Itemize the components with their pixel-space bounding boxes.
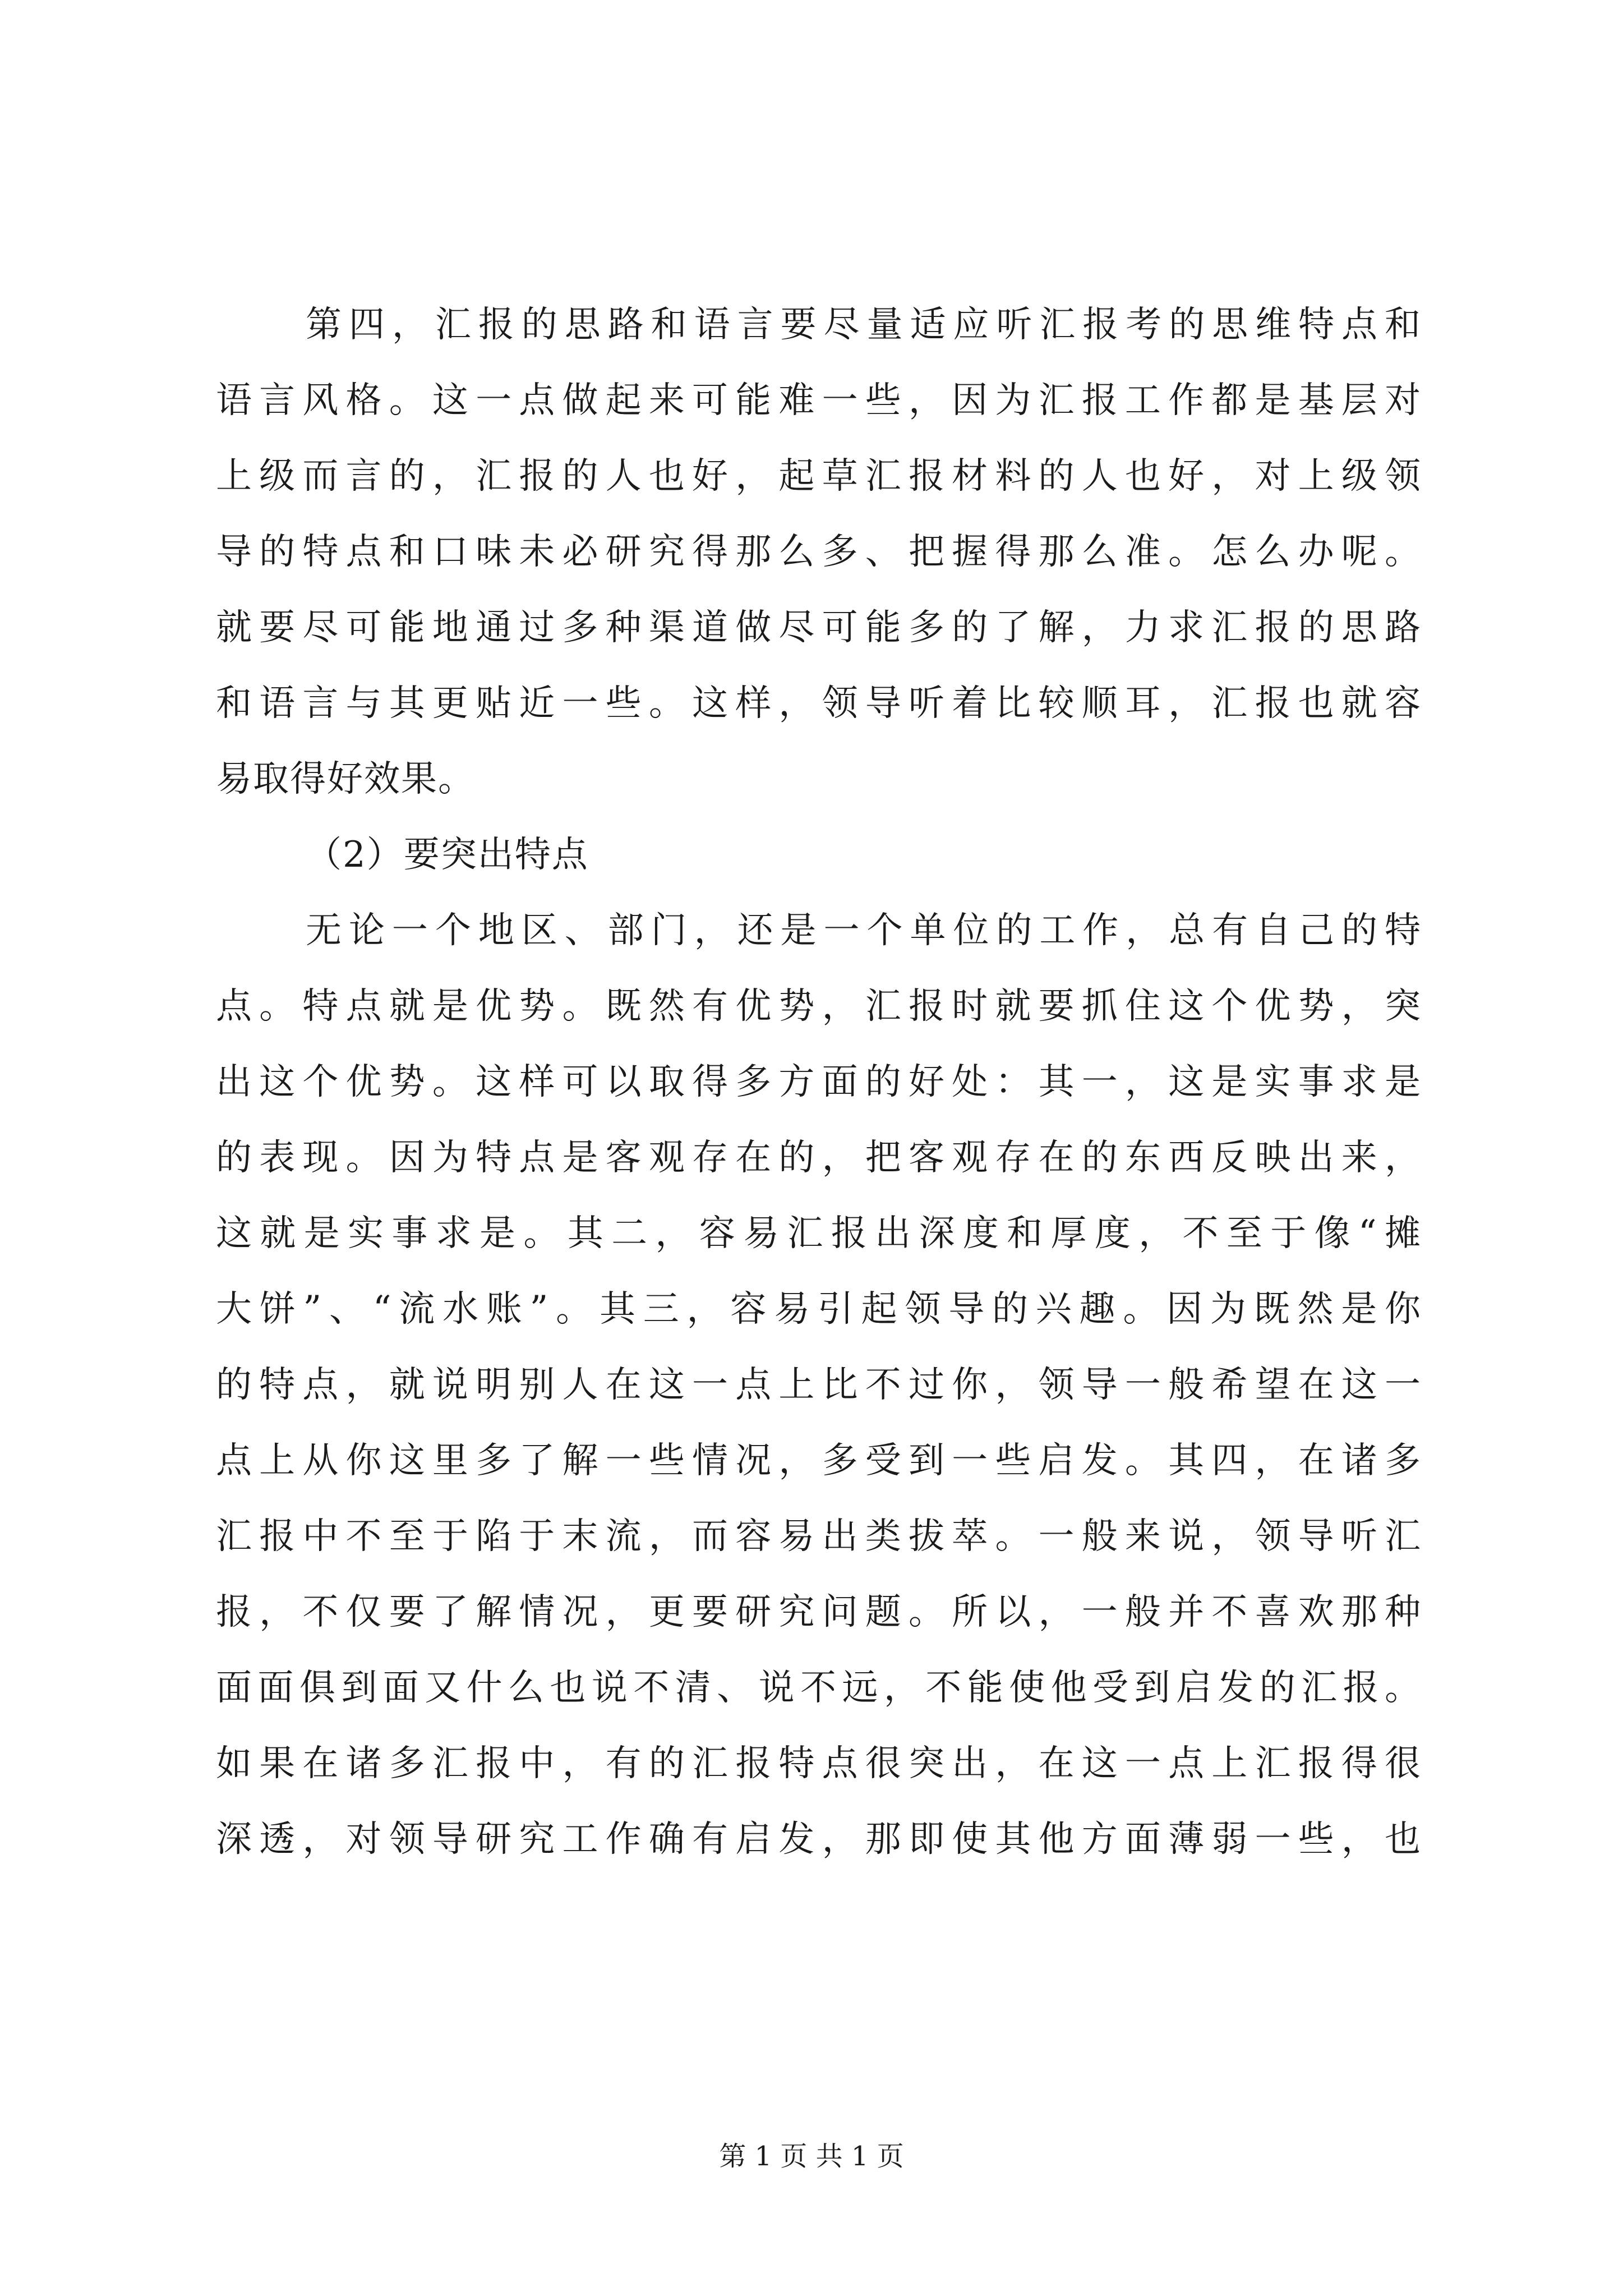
paragraph-line: 点。特点就是优势。既然有优势，汇报时就要抓住这个优势，突	[216, 986, 1422, 1027]
paragraph-line: 导的特点和口味未必研究得那么多、把握得那么准。怎么办呢。	[216, 531, 1422, 573]
paragraph-line: 如果在诸多汇报中，有的汇报特点很突出，在这一点上汇报得很	[216, 1743, 1422, 1784]
paragraph-line: 报，不仅要了解情况，更要研究问题。所以，一般并不喜欢那种	[216, 1591, 1422, 1633]
paragraph-line: 汇报中不至于陷于末流，而容易出类拔萃。一般来说，领导听汇	[216, 1516, 1422, 1557]
paragraph-line: 语言风格。这一点做起来可能难一些，因为汇报工作都是基层对	[216, 380, 1422, 421]
paragraph-line: 这就是实事求是。其二，容易汇报出深度和厚度，不至于像“摊	[216, 1213, 1422, 1254]
paragraph-line: 就要尽可能地通过多种渠道做尽可能多的了解，力求汇报的思路	[216, 607, 1422, 648]
page-footer: 第 1 页 共 1 页	[719, 2141, 904, 2172]
body-text	[216, 287, 1422, 1878]
paragraph-line: 点上从你这里多了解一些情况，多受到一些启发。其四，在诸多	[216, 1440, 1422, 1481]
paragraph-line: 的特点，就说明别人在这一点上比不过你，领导一般希望在这一	[216, 1364, 1422, 1406]
paragraph-line: 的表现。因为特点是客观存在的，把客观存在的东西反映出来，	[216, 1137, 1422, 1179]
section-heading: （2）要突出特点	[306, 834, 589, 876]
paragraph-line: 大饼”、“流水账”。其三，容易引起领导的兴趣。因为既然是你	[216, 1289, 1422, 1330]
paragraph-line: 无论一个地区、部门，还是一个单位的工作，总有自己的特	[306, 910, 1422, 951]
paragraph-line: 出这个优势。这样可以取得多方面的好处：其一，这是实事求是	[216, 1061, 1422, 1103]
paragraph-line: 易取得好效果。	[216, 758, 475, 800]
paragraph-line: 面面俱到面又什么也说不清、说不远，不能使他受到启发的汇报。	[216, 1667, 1422, 1709]
paragraph-line: 和语言与其更贴近一些。这样，领导听着比较顺耳，汇报也就容	[216, 683, 1422, 724]
paragraph-line: 第四，汇报的思路和语言要尽量适应听汇报考的思维特点和	[306, 304, 1422, 346]
paragraph-line: 上级而言的，汇报的人也好，起草汇报材料的人也好，对上级领	[216, 455, 1422, 497]
paragraph-line: 深透，对领导研究工作确有启发，那即使其他方面薄弱一些，也	[216, 1819, 1422, 1860]
